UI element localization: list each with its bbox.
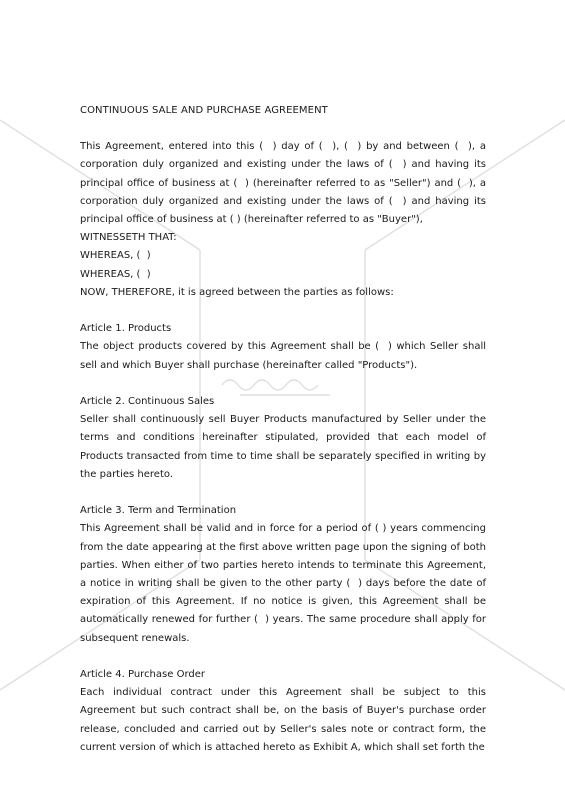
article-2-heading: Article 2. Continuous Sales xyxy=(80,396,215,408)
article-2-body: Seller shall continuously sell Buyer Products manufactured by Seller under the terms and conditions hereinafter stipulated, provided that each model of Products transacted from time to time shall be separately specified in writing by the parties hereto. xyxy=(80,414,486,480)
article-1-heading: Article 1. Products xyxy=(80,323,172,335)
document-title: CONTINUOUS SALE AND PURCHASE AGREEMENT xyxy=(80,105,328,116)
article-3-heading: Article 3. Term and Termination xyxy=(80,505,237,517)
article-4-body: Each individual contract under this Agreement shall be subject to this Agreement but such contract shall be, on the basis of Buyer's purchase order release, concluded and carried out by Seller's sales note or contract form, the current version of which is attached hereto as Exhibit A, which shall set forth the xyxy=(80,687,486,753)
article-1 xyxy=(80,320,486,375)
witnesseth-line: WITNESSETH THAT: xyxy=(80,232,177,244)
whereas-line-1: WHEREAS, ( ) xyxy=(80,250,151,262)
whereas-line-2: WHEREAS, ( ) xyxy=(80,268,151,280)
preamble-paragraph: This Agreement, entered into this ( ) day of ( ), ( ) by and between ( ), a corporation duly organized and existing under the laws of ( ) and having its principal office of business at ( ) (hereinafter referred to as "Seller") and ( ), a corporation duly organized and existing under the laws of ( ) and having its principal office of business at ( ) (hereinafter referred to as "Buyer"), xyxy=(80,141,486,226)
article-3-body: This Agreement shall be valid and in force for a period of ( ) years commencing from the date appearing at the first above written page upon the signing of both parties. When either of two parties hereto intends to terminate this Agreement, a notice in writing shall be given to the other party ( ) days before the date of expiration of this Agreement. If no notice is given, this Agreement shall be automatically renewed for further ( ) years. The same procedure shall apply for subsequent renewals. xyxy=(80,523,486,644)
article-3 xyxy=(80,502,486,648)
agreement-document xyxy=(80,102,486,757)
article-4-heading: Article 4. Purchase Order xyxy=(80,669,205,681)
article-1-body: The object products covered by this Agreement shall be ( ) which Seller shall sell and which Buyer shall purchase (hereinafter called "Products"). xyxy=(80,341,486,371)
article-2 xyxy=(80,393,486,484)
article-4 xyxy=(80,666,486,757)
now-therefore-line: NOW, THEREFORE, it is agreed between the parties as follows: xyxy=(80,286,394,298)
